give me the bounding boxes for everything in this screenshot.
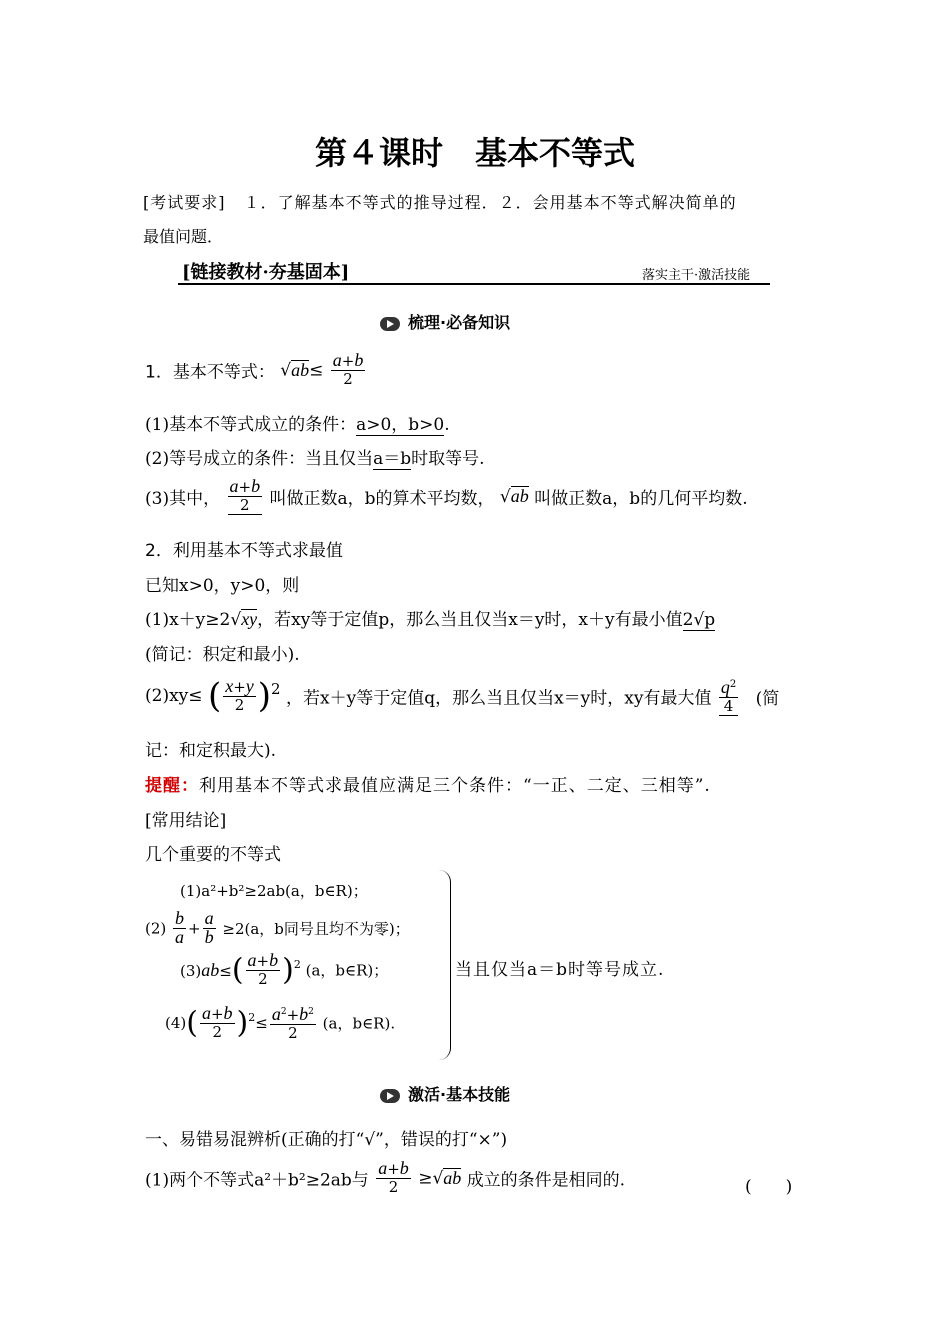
section-heading-2-label: 激活·基本技能	[408, 1085, 511, 1104]
section-heading-1-label: 梳理·必备知识	[408, 313, 511, 332]
exam-label: [考试要求]	[143, 193, 226, 212]
important-inequalities-heading: 几个重要的不等式	[145, 845, 281, 865]
arith-mean-fraction: $\frac{a+b}{2}$	[229, 476, 261, 514]
banner-left: [链接教材·夯基固本]	[182, 262, 350, 283]
inequality-3: (3)ab≤( $\frac{a+b}{2}$ )$^2$ (a，b∈R)；	[180, 950, 389, 988]
fraction-x-plus-y-over-2: $\frac{x+y}{2}$	[225, 676, 254, 714]
inequality-1: (1)a²+b²≥2ab(a，b∈R)；	[180, 882, 368, 900]
answer-equality: a＝b	[373, 449, 412, 469]
reminder-label: 提醒：	[145, 776, 199, 796]
condition-item-1: (1)基本不等式成立的条件：a>0，b>0.	[145, 415, 450, 435]
section-heading-2	[380, 1082, 510, 1105]
reminder-text: 利用基本不等式求最值应满足三个条件：“一正、二定、三相等”.	[199, 776, 711, 796]
basic-inequality-label: 1．基本不等式：	[145, 362, 275, 383]
reminder	[145, 771, 711, 796]
rule-min-note: (简记：积定和最小).	[145, 645, 300, 665]
exam-requirements	[143, 190, 737, 213]
answer-blank[interactable]: ( )	[745, 1177, 793, 1197]
right-brace	[436, 870, 451, 1060]
sqrt-xy: √xy	[230, 609, 258, 630]
rule-min-sum: (1)x＋y≥2√xy，若xy等于定值p，那么当且仅当x＝y时，x＋y有最小值2√p	[145, 609, 716, 630]
exercise-item-1: (1)两个不等式a²＋b²≥2ab与 $\frac{a+b}{2}$ ≥√ab 成立的条件是相同的.	[145, 1158, 626, 1196]
basic-inequality-heading	[145, 352, 367, 388]
exam-text-line1: １．了解基本不等式的推导过程．２．会用基本不等式解决简单的	[243, 193, 737, 212]
condition-item-3: (3)其中， $\frac{a+b}{2}$ 叫做正数a，b的算术平均数， √ab 叫做正数a，b的几何平均数.	[145, 476, 748, 514]
brace-conclusion: 当且仅当a＝b时等号成立.	[455, 960, 665, 980]
inequality-4: (4)( $\frac{a+b}{2}$ )$^2$≤ $\frac{a^2+b^2}{2}$ (a，b∈R).	[165, 1003, 396, 1042]
extremum-heading: 2．利用基本不等式求最值	[145, 541, 343, 561]
answer-max-value: $\frac{q^2}{4}$	[720, 677, 737, 715]
play-icon	[380, 1089, 400, 1103]
fraction-a-plus-b-over-2: $\frac{a+b}{2}$	[332, 350, 364, 388]
geo-mean-sqrt: √ab	[499, 486, 529, 507]
known-condition: 已知x>0，y>0，则	[145, 576, 300, 596]
common-conclusion-label: [常用结论]	[145, 811, 227, 831]
exercise-heading: 一、易错易混辨析(正确的打“√”，错误的打“×”)	[145, 1130, 508, 1150]
rule-max-note: 记：和定积最大).	[145, 741, 277, 761]
formula-sqrt-ab: √ab≤	[280, 359, 324, 381]
play-icon	[380, 317, 400, 331]
section-heading-1	[380, 310, 510, 333]
condition-item-2: (2)等号成立的条件：当且仅当a＝b时取等号.	[145, 449, 485, 469]
inequality-2: (2) $\frac{b}{a}$ + $\frac{a}{b}$ ≥2(a，b同号且均不为零)；	[145, 908, 410, 947]
banner-right: 落实主干·激活技能	[642, 268, 751, 283]
rule-max-product: (2)xy≤ ( $\frac{x+y}{2}$ )$^2$ ，若x＋y等于定值q，那么当且仅当x＝y时，xy有最大值 $\frac{q^2}{4}$ (简	[145, 676, 780, 716]
exam-text-line2: 最值问题．	[143, 227, 224, 246]
banner-divider	[178, 283, 770, 285]
page-title: 第４课时 基本不等式	[314, 134, 635, 172]
answer-condition: a>0，b>0	[356, 415, 445, 435]
answer-min-value: 2√p	[682, 610, 716, 630]
